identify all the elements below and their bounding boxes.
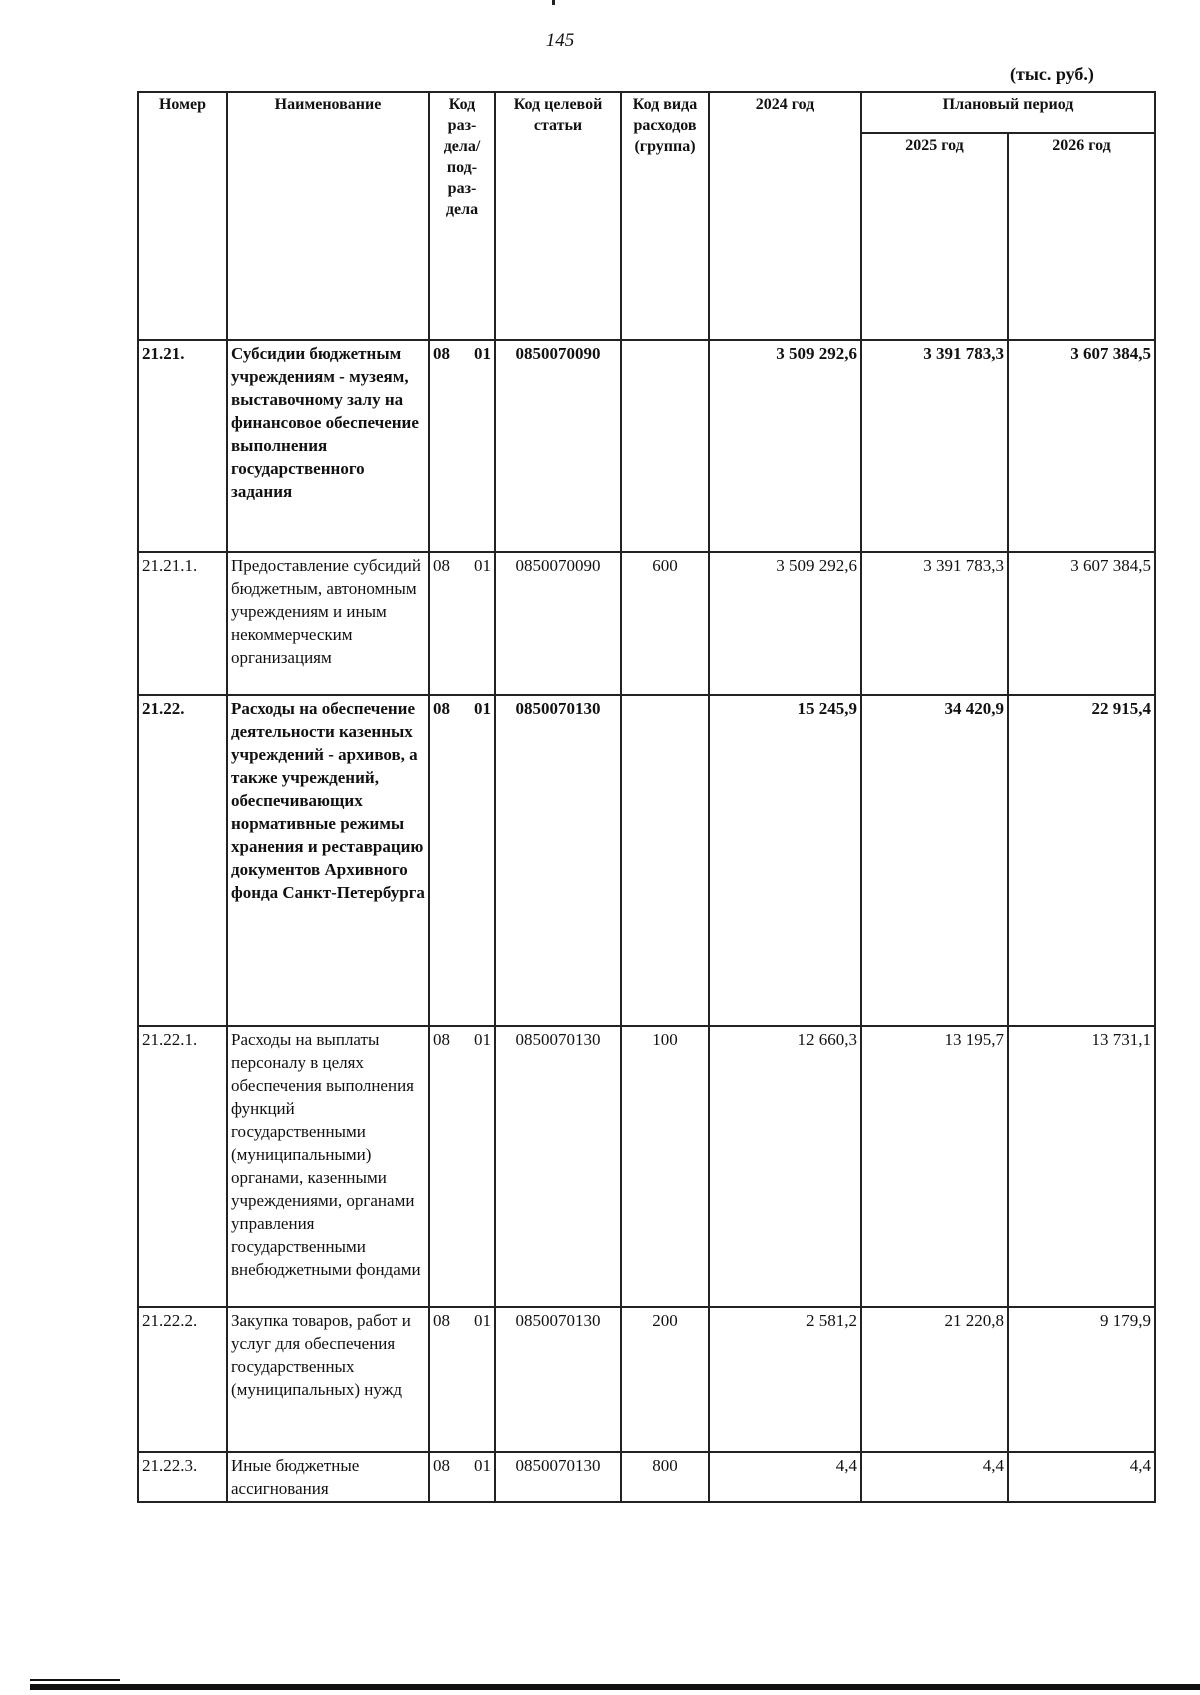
row-name: Субсидии бюджетным учреждениям - музеям, выставочному залу на финансовое обеспечение выполнения государственного задания [227, 340, 429, 552]
row-subsection: 01 [474, 699, 491, 718]
budget-table [137, 91, 1156, 1503]
header-year-2026: 2026 год [1008, 133, 1155, 340]
row-name: Иные бюджетные ассигнования [227, 1452, 429, 1502]
row-value-2026: 4,4 [1008, 1452, 1155, 1502]
row-section: 08 [433, 1456, 450, 1475]
row-value-2024: 15 245,9 [709, 695, 861, 1026]
row-section-code [429, 340, 495, 552]
row-section-code [429, 1307, 495, 1452]
row-expense-kind [621, 695, 709, 1026]
header-target-code: Код целевой статьи [495, 92, 621, 340]
table-row [138, 1026, 1155, 1307]
row-value-2024: 4,4 [709, 1452, 861, 1502]
row-value-2025: 3 391 783,3 [861, 340, 1008, 552]
row-value-2026: 3 607 384,5 [1008, 340, 1155, 552]
units-label: (тыс. руб.) [1010, 64, 1094, 84]
row-section: 08 [433, 1030, 450, 1049]
table-row [138, 552, 1155, 695]
row-number: 21.22. [138, 695, 227, 1026]
scan-edge-line [30, 1679, 120, 1681]
row-subsection: 01 [474, 344, 491, 363]
row-name: Расходы на выплаты персоналу в целях обеспечения выполнения функций государственными (муниципальными) органами, казенными учреждениями, органами управления государственными внебюджетными фондами [227, 1026, 429, 1307]
row-expense-kind: 200 [621, 1307, 709, 1452]
header-number: Номер [138, 92, 227, 340]
row-section-code [429, 1452, 495, 1502]
header-expense-kind-code: Код вида расходов (группа) [621, 92, 709, 340]
row-section: 08 [433, 1311, 450, 1330]
header-year-2025: 2025 год [861, 133, 1008, 340]
row-expense-kind: 600 [621, 552, 709, 695]
row-section: 08 [433, 699, 450, 718]
row-value-2024: 3 509 292,6 [709, 552, 861, 695]
row-expense-kind [621, 340, 709, 552]
row-subsection: 01 [474, 556, 491, 575]
row-name: Расходы на обеспечение деятельности казенных учреждений - архивов, а также учреждений, обеспечивающих нормативные режимы хранения и реставрацию документов Архивного фонда Санкт-Петербурга [227, 695, 429, 1026]
scan-bottom-border [30, 1684, 1200, 1690]
row-section-code [429, 552, 495, 695]
header-section-code: Код раз-дела/ под-раз-дела [429, 92, 495, 340]
row-subsection: 01 [474, 1311, 491, 1330]
row-value-2024: 2 581,2 [709, 1307, 861, 1452]
row-target-code: 0850070090 [495, 552, 621, 695]
row-number: 21.22.1. [138, 1026, 227, 1307]
row-number: 21.22.3. [138, 1452, 227, 1502]
row-value-2026: 22 915,4 [1008, 695, 1155, 1026]
table-row [138, 695, 1155, 1026]
row-target-code: 0850070130 [495, 695, 621, 1026]
row-target-code: 0850070130 [495, 1452, 621, 1502]
table-header-row [138, 92, 1155, 133]
row-section: 08 [433, 556, 450, 575]
row-target-code: 0850070090 [495, 340, 621, 552]
table-row [138, 1307, 1155, 1452]
row-target-code: 0850070130 [495, 1026, 621, 1307]
row-value-2024: 3 509 292,6 [709, 340, 861, 552]
row-value-2025: 4,4 [861, 1452, 1008, 1502]
row-value-2026: 3 607 384,5 [1008, 552, 1155, 695]
header-planning-period: Плановый период [861, 92, 1155, 133]
row-target-code: 0850070130 [495, 1307, 621, 1452]
scan-mark [552, 0, 555, 5]
row-expense-kind: 800 [621, 1452, 709, 1502]
row-name: Предоставление субсидий бюджетным, автономным учреждениям и иным некоммерческим организациям [227, 552, 429, 695]
row-section: 08 [433, 344, 450, 363]
row-value-2025: 3 391 783,3 [861, 552, 1008, 695]
row-subsection: 01 [474, 1030, 491, 1049]
row-value-2025: 34 420,9 [861, 695, 1008, 1026]
header-name: Наименование [227, 92, 429, 340]
row-number: 21.21.1. [138, 552, 227, 695]
row-value-2024: 12 660,3 [709, 1026, 861, 1307]
row-name: Закупка товаров, работ и услуг для обеспечения государственных (муниципальных) нужд [227, 1307, 429, 1452]
table-row [138, 1452, 1155, 1502]
header-year-2024: 2024 год [709, 92, 861, 340]
row-value-2026: 9 179,9 [1008, 1307, 1155, 1452]
row-value-2026: 13 731,1 [1008, 1026, 1155, 1307]
row-expense-kind: 100 [621, 1026, 709, 1307]
row-section-code [429, 1026, 495, 1307]
table-row [138, 340, 1155, 552]
row-number: 21.21. [138, 340, 227, 552]
row-value-2025: 21 220,8 [861, 1307, 1008, 1452]
row-number: 21.22.2. [138, 1307, 227, 1452]
page-number: 145 [545, 30, 575, 51]
row-subsection: 01 [474, 1456, 491, 1475]
row-section-code [429, 695, 495, 1026]
row-value-2025: 13 195,7 [861, 1026, 1008, 1307]
